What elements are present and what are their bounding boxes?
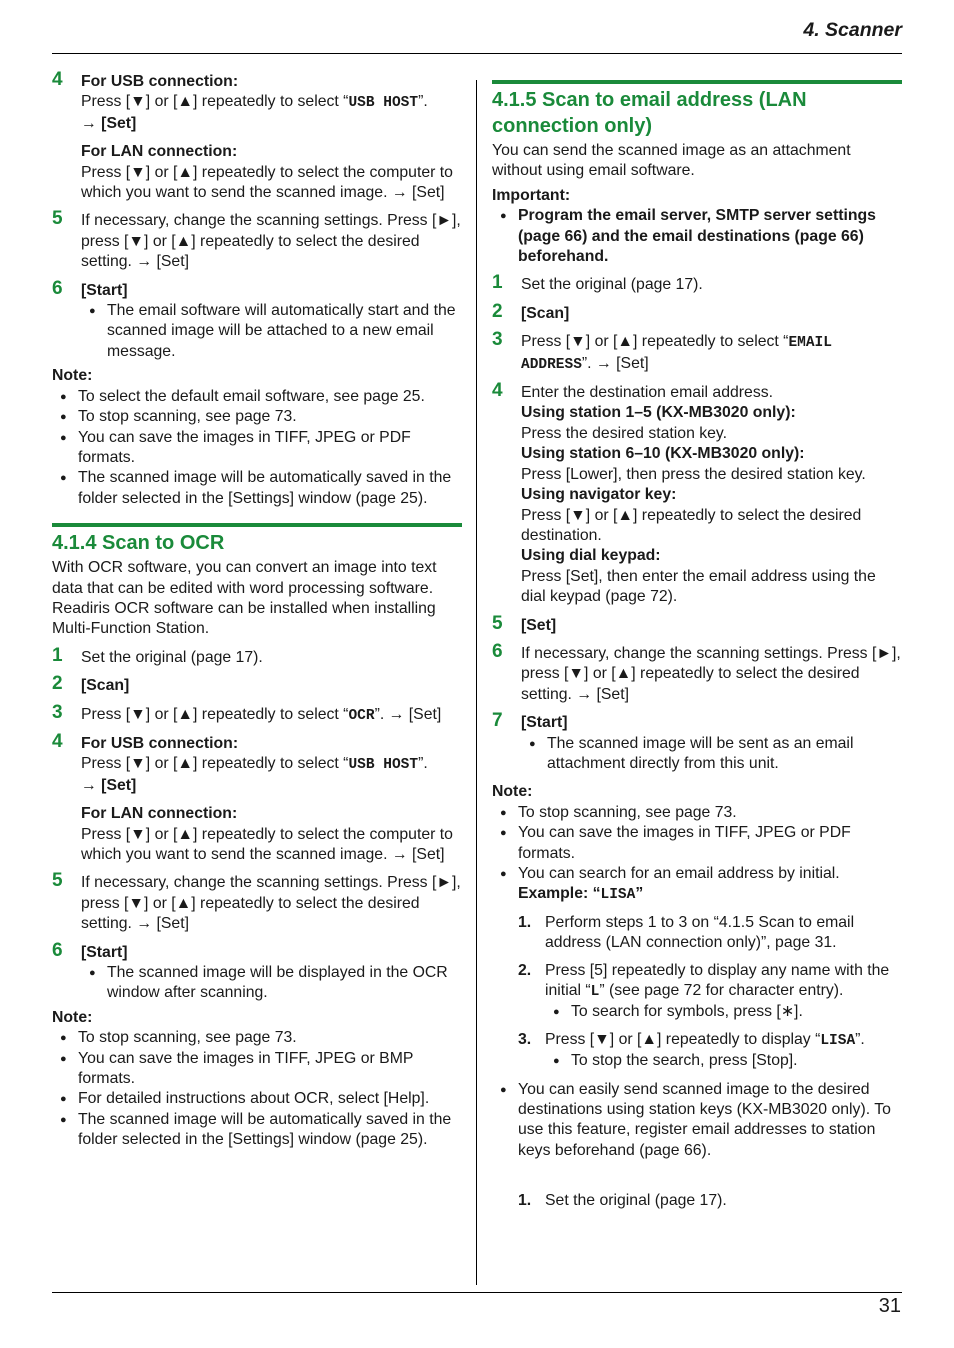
- note-item: ● You can save the images in TIFF, JPEG or PDF formats.: [52, 428, 462, 469]
- email-addr-step-7: [492, 710, 902, 774]
- note-heading: Note:: [52, 367, 93, 385]
- email-addr-step-4: [492, 380, 902, 607]
- step-bullet: ● The email software will automatically start and the scanned image will be attached to a new email message.: [81, 301, 462, 362]
- start-key: [Start]: [521, 714, 568, 732]
- step-number: 7: [492, 710, 503, 732]
- left-column: [52, 69, 462, 1151]
- note-heading: Note:: [52, 1008, 93, 1026]
- method-text: Press [▼] or [▲] repeatedly to select the desired destination.: [521, 506, 862, 544]
- step-number: 3: [492, 329, 503, 351]
- ocr-step-1: [52, 644, 462, 668]
- step-number: 2: [52, 673, 63, 695]
- step-bullet: ● To search for symbols, press [∗].: [545, 1002, 902, 1022]
- usb-heading: For USB connection:: [81, 734, 239, 752]
- email-addr-step-1: [492, 272, 902, 295]
- step-text: Press [▼] or [▲] repeatedly to select “EMAIL ADDRESS”. → [Set]: [521, 333, 832, 373]
- important-item: ● Program the email server, SMTP server settings (page 66) and the email destinations (page 66) beforehand.: [492, 206, 902, 267]
- step-number: 5: [52, 870, 63, 892]
- header-rule: [52, 53, 902, 54]
- step-number: 6: [492, 640, 503, 662]
- note-item: ● To stop scanning, see page 73.: [52, 1028, 462, 1048]
- section-title: 4.1.4 Scan to OCR: [52, 532, 225, 555]
- right-column: [492, 72, 902, 1212]
- step-text: Set the original (page 17).: [521, 276, 703, 294]
- step-text: If necessary, change the scanning settings. Press [►], press [▼] or [▲] repeatedly to select the desired setting. → [Set]: [81, 874, 461, 933]
- column-divider: [476, 80, 477, 1285]
- note-item: ● To stop scanning, see page 73.: [492, 803, 902, 823]
- section-title: 4.1.5 Scan to email address (LAN connection only): [492, 89, 807, 137]
- step-number: 4: [492, 380, 503, 402]
- step-number: 3: [52, 701, 63, 723]
- ocr-step-6: [52, 939, 462, 1004]
- method-text: Press the desired station key.: [521, 424, 728, 442]
- start-key: [Start]: [81, 943, 128, 961]
- step-number: 6: [52, 277, 63, 299]
- chapter-title: 4. Scanner: [803, 19, 902, 41]
- step-number: 6: [52, 939, 63, 961]
- step-number: 4: [52, 69, 63, 90]
- step-text: Set the original (page 17).: [81, 648, 263, 666]
- step-text: [Scan]: [81, 677, 130, 695]
- usb-set: → [Set]: [81, 114, 137, 132]
- lan-text: Press [▼] or [▲] repeatedly to select the computer to which you want to send the scanned image. → [Set]: [81, 825, 453, 863]
- usb-heading: For USB connection:: [81, 73, 239, 90]
- section-rule: [492, 80, 902, 84]
- note-item: ● You can save the images in TIFF, JPEG or PDF formats.: [492, 823, 902, 864]
- important-heading: Important:: [492, 186, 571, 204]
- section-intro: You can send the scanned image as an attachment without using email software.: [492, 142, 851, 180]
- step-number: 5: [492, 612, 503, 634]
- note-item: ● The scanned image will be automatically saved in the folder selected in the [Settings] window (page 25).: [52, 1110, 462, 1151]
- method-heading: Using navigator key:: [521, 486, 677, 504]
- step-bullet: ● To stop the search, press [Stop].: [545, 1051, 902, 1071]
- search-step-2: 2. Press [5] repeatedly to display any name with the initial “L” (see page 72 for character entry). ● To search for symbols, press [∗].: [518, 961, 902, 1023]
- search-step-3: 3. Press [▼] or [▲] repeatedly to display “LISA”. ● To stop the search, press [Stop].: [518, 1030, 902, 1072]
- step-number: 2: [492, 300, 503, 322]
- ocr-step-3: [52, 701, 462, 726]
- step-number: 1: [492, 272, 503, 294]
- usb-set: → [Set]: [81, 776, 137, 794]
- step-text: Enter the destination email address.: [521, 384, 774, 402]
- lan-heading: For LAN connection:: [81, 143, 238, 161]
- ocr-step-5: [52, 870, 462, 934]
- note-item: ● You can save the images in TIFF, JPEG or BMP formats.: [52, 1049, 462, 1090]
- note-item: ● You can easily send scanned image to the desired destinations using station keys (KX-MB3020 only). To use this feature, register email addresses to station keys beforehand (page 66).: [492, 1080, 902, 1162]
- note-item: ● You can search for an email address by initial.: [492, 864, 902, 884]
- email-step-5: [52, 208, 462, 272]
- step-text: [Scan]: [521, 304, 570, 322]
- note-heading: Note:: [492, 783, 533, 801]
- email-addr-step-3: [492, 329, 902, 375]
- footer-rule: [52, 1292, 902, 1293]
- step-bullet: ● The scanned image will be displayed in the OCR window after scanning.: [81, 963, 462, 1004]
- step-bullet: ● The scanned image will be sent as an email attachment directly from this unit.: [521, 734, 902, 775]
- search-steps: [492, 913, 902, 1072]
- method-heading: Using station 1–5 (KX-MB3020 only):: [521, 404, 796, 422]
- section-intro: With OCR software, you can convert an image into text data that can be edited with word processing software. Readiris OCR software can be installed when installing Multi-Function Station.: [52, 559, 437, 638]
- email-addr-step-2: [492, 300, 902, 324]
- note-item: ● To select the default email software, see page 25.: [52, 387, 462, 407]
- method-text: Press [Lower], then press the desired station key.: [521, 465, 866, 483]
- step-number: 5: [52, 208, 63, 230]
- usb-text: Press [▼] or [▲] repeatedly to select “USB HOST”.: [81, 755, 428, 774]
- note-item: ● For detailed instructions about OCR, select [Help].: [52, 1089, 462, 1109]
- step-text: If necessary, change the scanning settings. Press [►], press [▼] or [▲] repeatedly to select the desired setting. → [Set]: [81, 212, 461, 271]
- tail-steps: [492, 1191, 902, 1211]
- lan-heading: For LAN connection:: [81, 805, 238, 823]
- lan-text: Press [▼] or [▲] repeatedly to select the computer to which you want to send the scanned image. → [Set]: [81, 163, 453, 202]
- search-step-1: 1. Perform steps 1 to 3 on “4.1.5 Scan to email address (LAN connection only)”, page 31.: [518, 913, 855, 952]
- step-text: [Set]: [521, 616, 557, 634]
- page-number: 31: [878, 1295, 901, 1317]
- step-text: Press [▼] or [▲] repeatedly to select “OCR”. → [Set]: [81, 705, 442, 724]
- email-addr-step-5: [492, 612, 902, 636]
- section-rule: [52, 523, 462, 527]
- tail-step-1: 1. Set the original (page 17).: [518, 1192, 727, 1210]
- ocr-step-2: [52, 673, 462, 696]
- method-heading: Using station 6–10 (KX-MB3020 only):: [521, 445, 805, 463]
- step-number: 1: [52, 644, 63, 666]
- method-heading: Using dial keypad:: [521, 547, 661, 565]
- usb-text: Press [▼] or [▲] repeatedly to select “USB HOST”.: [81, 93, 428, 112]
- step-text: If necessary, change the scanning settings. Press [►], press [▼] or [▲] repeatedly to select the desired setting. → [Set]: [521, 644, 901, 703]
- ocr-step-4: [52, 730, 462, 865]
- step-number: 4: [52, 730, 63, 752]
- note-item: ● The scanned image will be automatically saved in the folder selected in the [Settings] window (page 25).: [52, 468, 462, 509]
- email-step-6: [52, 277, 462, 363]
- method-text: Press [Set], then enter the email address using the dial keypad (page 72).: [521, 567, 876, 606]
- note-item: ● To stop scanning, see page 73.: [52, 407, 462, 427]
- note-example: Example: “LISA”: [518, 885, 644, 904]
- email-step-4: [52, 69, 462, 203]
- start-key: [Start]: [81, 281, 128, 299]
- email-addr-step-6: [492, 640, 902, 705]
